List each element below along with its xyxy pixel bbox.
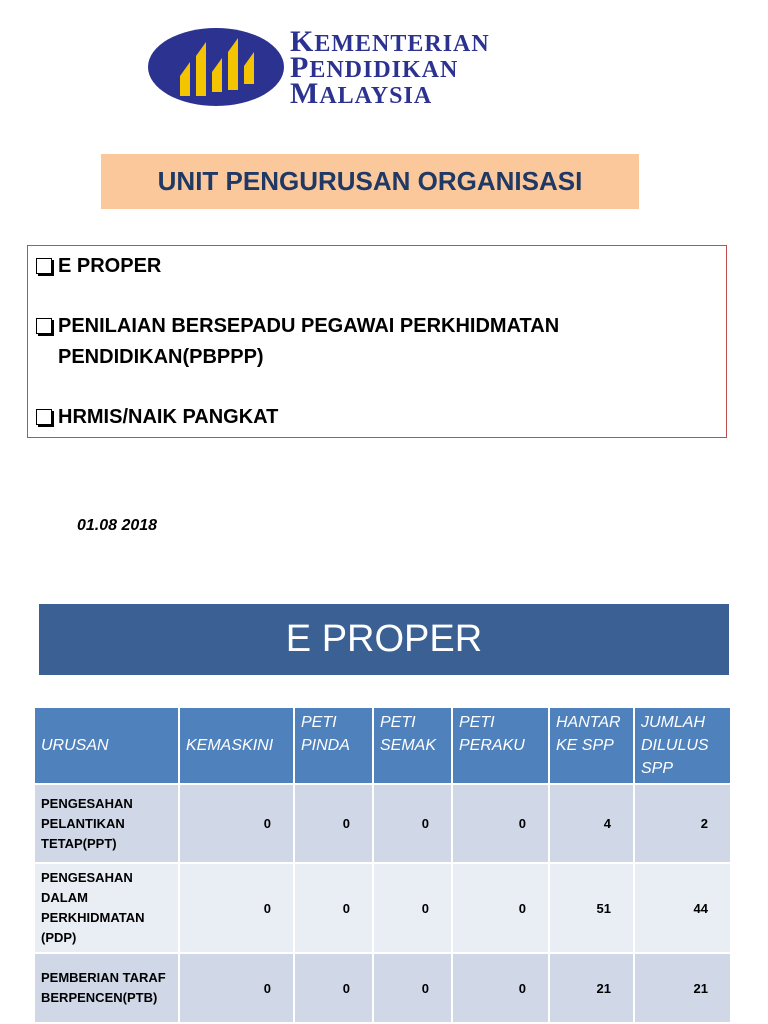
cell-kemaskini: 0 bbox=[179, 863, 294, 953]
table-header-row bbox=[34, 707, 731, 784]
logo-line-2: PENDIDIKAN bbox=[290, 51, 459, 84]
cell-jumlah-dilulus-spp: 21 bbox=[634, 953, 731, 1023]
cell-jumlah-dilulus-spp: 2 bbox=[634, 784, 731, 863]
unit-title-banner bbox=[101, 154, 639, 209]
ministry-name bbox=[290, 25, 490, 110]
table-row bbox=[34, 784, 731, 863]
unit-title: UNIT PENGURUSAN ORGANISASI bbox=[157, 166, 583, 196]
cell-peti-semak: 0 bbox=[373, 863, 452, 953]
column-header: PETI PERAKU bbox=[452, 707, 549, 784]
cell-peti-semak: 0 bbox=[373, 784, 452, 863]
cell-hantar-ke-spp: 4 bbox=[549, 784, 634, 863]
cell-hantar-ke-spp: 21 bbox=[549, 953, 634, 1023]
cell-hantar-ke-spp: 51 bbox=[549, 863, 634, 953]
cell-peti-pinda: 0 bbox=[294, 953, 373, 1023]
checkbox-bullet-icon bbox=[36, 409, 52, 425]
report-date: 01.08 2018 bbox=[77, 517, 158, 534]
ministry-emblem-icon bbox=[146, 26, 286, 108]
section-title: E PROPER bbox=[285, 618, 483, 660]
cell-peti-pinda: 0 bbox=[294, 784, 373, 863]
table-row bbox=[34, 953, 731, 1023]
column-header: KEMASKINI bbox=[179, 707, 294, 784]
topic-item: HRMIS/NAIK PANGKAT bbox=[36, 402, 278, 433]
cell-peti-peraku: 0 bbox=[452, 863, 549, 953]
cell-peti-semak: 0 bbox=[373, 953, 452, 1023]
column-header: HANTAR KE SPP bbox=[549, 707, 634, 784]
column-header: PETI PINDA bbox=[294, 707, 373, 784]
cell-kemaskini: 0 bbox=[179, 784, 294, 863]
row-label: PENGESAHAN PELANTIKAN TETAP(PPT) bbox=[34, 784, 179, 863]
row-label: PENGESAHAN DALAM PERKHIDMATAN (PDP) bbox=[34, 863, 179, 953]
table-row bbox=[34, 863, 731, 953]
checkbox-bullet-icon bbox=[36, 318, 52, 334]
column-header: JUMLAH DILULUS SPP bbox=[634, 707, 731, 784]
cell-peti-peraku: 0 bbox=[452, 784, 549, 863]
ministry-logo bbox=[146, 26, 566, 108]
logo-line-3: MALAYSIA bbox=[290, 77, 433, 110]
column-header: URUSAN bbox=[34, 707, 179, 784]
topics-box bbox=[27, 245, 727, 438]
cell-kemaskini: 0 bbox=[179, 953, 294, 1023]
section-title-banner bbox=[39, 604, 729, 675]
cell-jumlah-dilulus-spp: 44 bbox=[634, 863, 731, 953]
topic-item: PENILAIAN BERSEPADU PEGAWAI PERKHIDMATAN PENDIDIKAN(PBPPP) bbox=[36, 311, 636, 373]
logo-line-1: KEMENTERIAN bbox=[290, 25, 490, 58]
topic-item: E PROPER bbox=[36, 251, 161, 282]
checkbox-bullet-icon bbox=[36, 258, 52, 274]
cell-peti-peraku: 0 bbox=[452, 953, 549, 1023]
row-label: PEMBERIAN TARAF BERPENCEN(PTB) bbox=[34, 953, 179, 1023]
eproper-table bbox=[33, 706, 732, 1024]
column-header: PETI SEMAK bbox=[373, 707, 452, 784]
cell-peti-pinda: 0 bbox=[294, 863, 373, 953]
